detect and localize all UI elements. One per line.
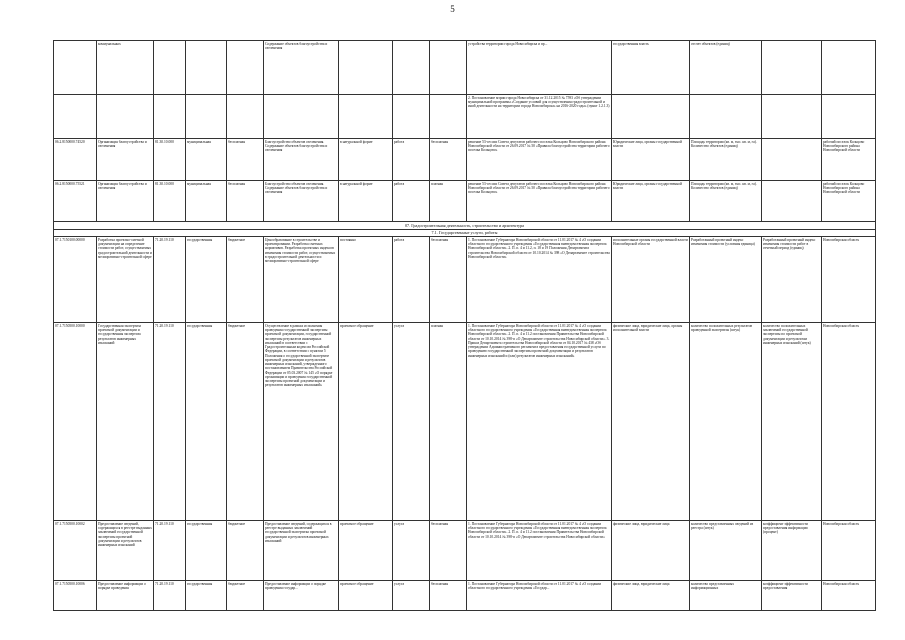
cell-provider: бесплатная	[227, 139, 264, 181]
cell-level: государственная	[186, 323, 227, 521]
cell-provider: бюджетное	[227, 521, 264, 581]
cell-type: работа	[393, 181, 430, 222]
cell-consumers: физические лица, юридические лица, органы исполнительной власти	[612, 323, 690, 521]
cell-legal-basis: 1. Постановление Губернатора Новосибирской области от 11.01.2017 № 4 «О создании областного государственного учреждения «Государ...	[467, 581, 612, 611]
cell-content: Благоустройство объектов озеленения. Содержание объектов благоустройства и озеленения	[264, 139, 339, 181]
cell-quality: коэффициент эффективности предоставления	[762, 581, 822, 611]
cell-name: Разработка проектно-сметной документации на определение стоимости работ, осуществляемых градостроительной деятельности и мелиоративно-строительной сфере	[97, 237, 154, 323]
cell-territory: рабочий поселок Кольцово Новосибирского района Новосибирской области	[822, 181, 876, 222]
cell-okved	[154, 41, 186, 95]
cell-provider: бесплатная	[227, 181, 264, 222]
cell-form	[339, 95, 393, 139]
cell-volume: Площадь территории (кв. м, тыс. кв. м, га). Количество объектов (единиц)	[690, 181, 762, 222]
cell-provider: бюджетное	[227, 237, 264, 323]
cell-okved	[154, 95, 186, 139]
cell-quality: коэффициент эффективности предоставления информации (процент)	[762, 521, 822, 581]
cell-type: работа	[393, 139, 430, 181]
cell-consumers: Юридические лица, органы государственной власти	[612, 139, 690, 181]
cell-legal-basis: 1. Постановление Губернатора Новосибирской области от 11.01.2017 № 4 «О создании областного государственного учреждения «Государственная вневедомственная экспертиза Новосибирской области». 2. П. п. 4 и 11.2 постановления Правительства Новосибирской области от 10.10.2014 № 398-п «О Департаменте строительства Новосибирской области»	[467, 521, 612, 581]
cell-level: муниципальная	[186, 139, 227, 181]
cell-territory	[822, 41, 876, 95]
table-row	[54, 139, 876, 181]
cell-provider: бюджетное	[227, 323, 264, 521]
section-heading: 07. Градостроительная деятельность, строительство и архитектура	[54, 222, 876, 230]
cell-consumers: физические лица, юридические лица	[612, 581, 690, 611]
section-row	[54, 222, 876, 230]
cell-name: Организация благоустройства и озеленения	[97, 139, 154, 181]
cell-territory: Новосибирская область	[822, 521, 876, 581]
cell-territory: Новосибирская область	[822, 323, 876, 521]
cell-content: Содержание объектов благоустройства и озеленения	[264, 41, 339, 95]
cell-quality	[762, 41, 822, 95]
cell-name	[97, 95, 154, 139]
cell-level	[186, 41, 227, 95]
cell-legal-basis: устройства территории города Новосибирска и пр...	[467, 41, 612, 95]
cell-territory	[822, 95, 876, 139]
cell-payment: бесплатная	[430, 139, 467, 181]
cell-form: проектное обращение	[339, 323, 393, 521]
cell-content: Благоустройство объектов озеленения. Содержание объектов благоустройства и озеленения	[264, 181, 339, 222]
cell-volume: количество представленных сведений из реестра (штук)	[690, 521, 762, 581]
cell-payment	[430, 41, 467, 95]
cell-consumers: государственная власть	[612, 41, 690, 95]
page-number: 5	[450, 4, 455, 14]
cell-level: муниципальная	[186, 181, 227, 222]
cell-volume: Разработанный проектный индекс изменения стоимости (условная единица)	[690, 237, 762, 323]
subsection-heading: 7.1. Государственные услуги, работы	[54, 229, 876, 237]
cell-level: государственная	[186, 581, 227, 611]
cell-code: 07.1.7150100.00000	[54, 237, 97, 323]
cell-provider	[227, 95, 264, 139]
cell-name: коммунальных	[97, 41, 154, 95]
cell-type: работа	[393, 237, 430, 323]
cell-legal-basis: 2. Постановление мэрии города Новосибирска от 31.12.2015 № 7593 «Об утверждении муниципальной программы «Создание условий для осуществления градостроительной и иной деятельности на территории города Новосибирска» на 2016-2020 годы» (пункт 1.2.1.3)	[467, 95, 612, 139]
cell-payment: бесплатная	[430, 521, 467, 581]
table-row	[54, 581, 876, 611]
cell-level: государственная	[186, 521, 227, 581]
cell-name: Предоставление сведений, содержащихся в реестре выданных заключений государственной экспертизы проектной документации и результатов инженерных изысканий	[97, 521, 154, 581]
cell-code: 07.1.7150500.10002	[54, 521, 97, 581]
table-row	[54, 181, 876, 222]
cell-content: Осуществление в рамках исполнения проведения государственной экспертизы проектной документации, государственной экспертизы результатов инженерных изысканий в соответствии с Градостроительным кодексом Российской Федерации, в соответствии с пунктом 5 Положения о государственной экспертизе проектной документации и результатов инженерных изысканий, утвержденного постановлением Правительства Российской Федерации от 05.03.2007 № 145 «О порядке организации и проведения государственной экспертизы проектной документации и результатов инженерных изысканий»	[264, 323, 339, 521]
cell-quality	[762, 181, 822, 222]
cell-volume: количество положительных результатов проведенной экспертизы (штук)	[690, 323, 762, 521]
cell-volume: количество представленных информационных	[690, 581, 762, 611]
registry-table	[53, 40, 876, 611]
cell-type	[393, 41, 430, 95]
cell-payment: платная	[430, 323, 467, 521]
cell-name: Организация благоустройства и озеленения	[97, 181, 154, 222]
cell-type: услуга	[393, 581, 430, 611]
cell-legal-basis: 1. Постановление Губернатора Новосибирской области от 11.01.2017 № 4 «О создании областного государственного учреждения «Государственная вневедомственная экспертиза Новосибирской области». 2. П. п. 4 и 11.2, п. 18 и 19 Положения Департамента строительства Новосибирской области от 10.10.2014 № 398 «О Департаменте строительства Новосибирской области»	[467, 237, 612, 323]
cell-payment	[430, 95, 467, 139]
cell-content: Предоставление сведений, содержащихся в реестре выданных заключений государственной экспертизы проектной документации и результатов инженерных изысканий	[264, 521, 339, 581]
cell-okved: 71.20.19.110	[154, 581, 186, 611]
cell-volume	[690, 95, 762, 139]
cell-territory: рабочий поселок Кольцово Новосибирского района Новосибирской области	[822, 139, 876, 181]
cell-payment: бесплатная	[430, 237, 467, 323]
cell-okved: 71.20.19.110	[154, 237, 186, 323]
cell-legal-basis: решение 53-сессии Совета депутатов рабочего поселка Кольцово Новосибирского района Новосибирской области от 26.09.2017 № 50 «Правила благоустройства территории рабочего поселка Кольцово»	[467, 139, 612, 181]
table-row	[54, 237, 876, 323]
cell-payment: бесплатная	[430, 581, 467, 611]
cell-content	[264, 95, 339, 139]
table-row	[54, 95, 876, 139]
table-row	[54, 323, 876, 521]
cell-legal-basis: решение 53-сессии Совета депутатов рабочего поселка Кольцово Новосибирского района Новосибирской области от 26.09.2017 № 50 «Правила благоустройства территории рабочего поселка Кольцово»	[467, 181, 612, 222]
cell-okved: 71.20.19.110	[154, 521, 186, 581]
cell-consumers: физические лица, юридические лица	[612, 521, 690, 581]
cell-provider: бюджетное	[227, 581, 264, 611]
cell-content: Предоставление информации о порядке проведения государ...	[264, 581, 339, 611]
subsection-row	[54, 229, 876, 237]
cell-code: 06.2.8150000.75521	[54, 181, 97, 222]
table-row	[54, 521, 876, 581]
cell-code: 07.1.7150500.10006	[54, 581, 97, 611]
cell-consumers	[612, 95, 690, 139]
cell-consumers: Юридические лица, органы государственной власти	[612, 181, 690, 222]
cell-territory: Новосибирская область	[822, 237, 876, 323]
cell-quality	[762, 139, 822, 181]
cell-code: 06.2.8150000.74520	[54, 139, 97, 181]
cell-type: услуга	[393, 323, 430, 521]
cell-form: постоянно	[339, 237, 393, 323]
table-row	[54, 41, 876, 95]
cell-name: Предоставление информации о порядке проведения	[97, 581, 154, 611]
cell-okved: 71.20.19.110	[154, 323, 186, 521]
cell-code: 07.1.7150500.10000	[54, 323, 97, 521]
cell-code	[54, 95, 97, 139]
cell-quality: количество положительных заключений государственной экспертизы по проектной документации и результатам инженерных изысканий (штук)	[762, 323, 822, 521]
cell-payment: платная	[430, 181, 467, 222]
cell-provider	[227, 41, 264, 95]
cell-legal-basis: 1. Постановление Губернатора Новосибирской области от 11.01.2017 № 4 «О создании областного государственного учреждения «Государственная вневедомственная экспертиза Новосибирской области». 2. П. п. 4 и 11.2 постановления Правительства Новосибирской области от 10.10.2014 № 398-п «О Департаменте строительства Новосибирской области». 3. Приказ Департамента строительства Новосибирской области от 04.10.2017 № 438 «Об утверждении Административного регламента предоставления государственной услуги по проведению государственной экспертизы проектной документации и результатов инженерных изысканий и (или) результатов инженерных изысканий»	[467, 323, 612, 521]
cell-name: Государственная экспертиза проектной документации и государственная экспертиза результатов инженерных изысканий	[97, 323, 154, 521]
cell-form: в натуральной форме	[339, 181, 393, 222]
cell-quality: Разработанный проектный индекс изменения стоимости работ в отчетный период (единиц)	[762, 237, 822, 323]
cell-level: государственная	[186, 237, 227, 323]
cell-volume: Площадь территории (кв. м, тыс. кв. м, га). Количество объектов (единиц)	[690, 139, 762, 181]
cell-volume: отсчет объектов (единиц)	[690, 41, 762, 95]
cell-quality	[762, 95, 822, 139]
cell-type	[393, 95, 430, 139]
cell-content: Ценообразование в строительстве и проектировании. Разработка сметных нормативов. Разработка проектных индексов изменения стоимости работ, осуществляемых в градостроительной деятельности и мелиоративно-строительной сфере	[264, 237, 339, 323]
cell-form	[339, 41, 393, 95]
cell-consumers: исполнительные органы государственной власти Новосибирской области	[612, 237, 690, 323]
cell-type: услуга	[393, 521, 430, 581]
cell-okved: 81.30.10.000	[154, 139, 186, 181]
cell-form: в натуральной форме	[339, 139, 393, 181]
cell-code	[54, 41, 97, 95]
cell-level	[186, 95, 227, 139]
cell-form: проектное обращение	[339, 581, 393, 611]
cell-territory: Новосибирская область	[822, 581, 876, 611]
cell-form: проектное обращение	[339, 521, 393, 581]
cell-okved: 81.30.10.000	[154, 181, 186, 222]
